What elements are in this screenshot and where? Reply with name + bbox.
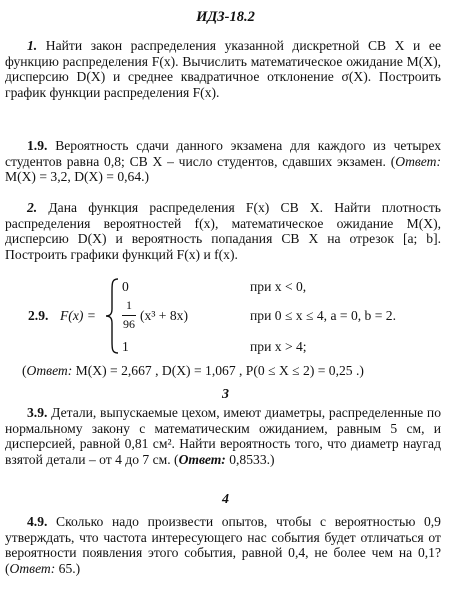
task-1 <box>5 38 441 100</box>
task-1-9-text: Вероятность сдачи данного экзамена для каждого из четырех студентов равна 0,8; СВ X – число студентов, сдавших экзамен. ( <box>5 138 441 169</box>
task-3-9-text: Детали, выпускаемые цехом, имеют диаметры, распределенные по нормальному закону с математическим ожиданием, равным 5 см, и дисперсией, равной 0,81 см². Найти вероятность того, что диаметр наугад взятой детали – от 4 до 7 см. ( <box>5 405 441 467</box>
task-1-text: Найти закон распределения указанной дискретной СВ X и ее функцию распределения F(x). Вычислить математическое ожидание M(X), дисперсию D(X) и среднее квадратичное отклонение σ(X). Построить график функции распределения F(x). <box>5 38 441 100</box>
case-2-fraction <box>122 298 136 332</box>
task-3-9-number: 3.9. <box>27 405 48 420</box>
task-2-9-label: 2.9. <box>28 308 49 323</box>
task-4-9-number: 4.9. <box>27 514 48 529</box>
fraction-denominator: 96 <box>123 316 135 331</box>
left-brace-icon <box>104 277 120 355</box>
case-2-condition: при 0 ≤ x ≤ 4, a = 0, b = 2. <box>250 308 396 323</box>
task-2-9-answer: M(X) = 2,667 , D(X) = 1,067 , P(0 ≤ X ≤ 2) = 0,25 .) <box>75 363 364 378</box>
task-1-9-answer: M(X) = 3,2, D(X) = 0,64.) <box>5 169 150 185</box>
task-1-9-number: 1.9. <box>27 138 48 153</box>
task-2-9-answer-line: (Ответ: M(X) = 2,667 , D(X) = 1,067 , P(0 ≤ X ≤ 2) = 0,25 .) <box>22 363 364 378</box>
task-1-number: 1. <box>27 38 38 53</box>
task-4-9-answer-label: Ответ: <box>9 560 56 576</box>
task-2-number: 2. <box>27 200 38 215</box>
fraction-numerator: 1 <box>126 298 132 312</box>
case-3-value: 1 <box>122 339 129 354</box>
task-4-9-text: Сколько надо произвести опытов, чтобы с вероятностью 0,9 утверждать, что частота интересующего нас события будет отличаться от вероятности появления этого события, равной 0,4, не более чем на 0,1? ( <box>5 514 441 576</box>
task-3-9-answer-label: Ответ: <box>178 451 226 467</box>
task-2-text: Дана функция распределения F(x) СВ X. Найти плотность распределения вероятностей f(x), математическое ожидание M(X), дисперсию D(X) и вероятность попадания СВ X на отрезок [a; b]. Построить графики функций F(x) и f(x). <box>5 200 441 262</box>
case-3-condition: при x > 4; <box>250 339 307 354</box>
fraction-bar <box>122 315 136 316</box>
section-4-heading: 4 <box>222 492 229 507</box>
task-2-9-formula <box>0 277 451 359</box>
task-2-9-answer-label: Ответ: <box>26 363 73 378</box>
task-3-9 <box>5 405 441 467</box>
case-2-value: (x³ + 8x) <box>140 308 188 323</box>
case-1-condition: при x < 0, <box>250 279 307 294</box>
task-4-9-answer: 65.) <box>58 560 81 576</box>
task-1-9 <box>5 138 441 185</box>
task-1-9-answer-label: Ответ: <box>395 153 441 169</box>
section-3-heading: 3 <box>222 387 229 402</box>
task-2 <box>5 200 441 262</box>
case-1-value: 0 <box>122 279 129 294</box>
page-title: ИДЗ-18.2 <box>196 9 255 25</box>
task-4-9 <box>5 514 441 576</box>
task-3-9-answer: 0,8533.) <box>229 451 275 467</box>
formula-lhs: F(x) = <box>60 308 96 323</box>
